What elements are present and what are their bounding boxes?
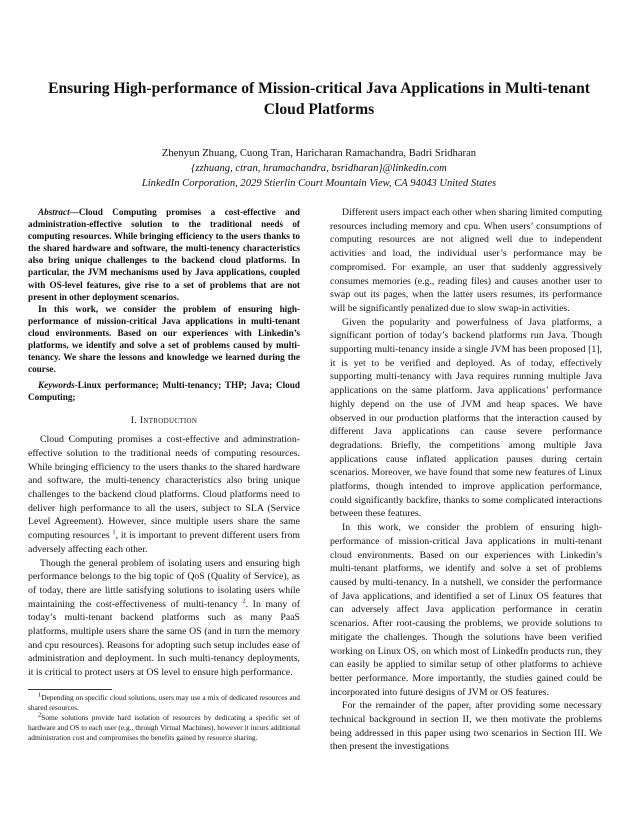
right-paragraph-1: Different users impact each other when sharing limited computing resources including memory and cpu. When users’ consumptions of computing resources are not aligned well due to independent activities and load, the individual user’s performance may be compromised. For example, an user that suddenly aggressively consumes memories (e.g., reading files) and causes another user to swap out its pages, when the latter users resumes, its performance will be significantly penalized due to slow swap-in activities. bbox=[330, 207, 602, 314]
footnotes bbox=[28, 689, 300, 743]
abstract-label: Abstract bbox=[38, 207, 70, 217]
keywords bbox=[28, 379, 300, 403]
intro-p1-text-a: Cloud Computing promises a cost-effective and adminstration-effective solution to the traditional needs of computing resources. While bringing efficiency to the users thanks to the shared hardware and software, the multi-tenency characteristics also bring unique challenges to the backend cloud platforms. Cloud platforms need to deliver high performance to all the users, subject to SLA (Service Level Agreement). However, since multiple users share the same computing resources bbox=[28, 434, 300, 542]
intro-p1-text-b: , it is important to prevent different users from adversely affecting each other. bbox=[28, 530, 300, 555]
intro-p2-text-b: . In many of today’s multi-tenant backend platforms such as many PaaS platforms, multiple users share the same OS (and in turn the memory and cpu resources). Reasons for adopting such setup includes ease of administration and deployment. In such multi-tenancy deployments, it is critical to protect users at OS level to ensure high performance. bbox=[28, 598, 300, 679]
author-names: Zhenyun Zhuang, Cuong Tran, Haricharan Ramachandra, Badri Sridharan bbox=[161, 148, 477, 159]
abstract bbox=[28, 206, 300, 375]
keywords-label: Keywords bbox=[38, 380, 75, 391]
author-affiliation: LinkedIn Corporation, 2029 Stierlin Court Mountain View, CA 94043 United States bbox=[141, 178, 497, 189]
section-number: I. bbox=[130, 414, 138, 426]
abstract-paragraph-2: In this work, we consider the problem of ensuring high-performance of mission-critical Java applications in multi-tenant cloud environments. Based on our experiences with Linkedin’s platforms, we identify and solve a set of problems caused by multi-tenancy. We share the lessons and knowledge we learned during the course. bbox=[28, 303, 300, 375]
abstract-paragraph-1 bbox=[28, 206, 300, 303]
author-block bbox=[40, 146, 598, 191]
right-paragraph-2: Given the popularity and powerfulness of Java platforms, a significant portion of today’s backend platforms run Java. Though supporting multi-tenancy inside a single JVM has been proposed [1], it is yet to be verified and deployed. As of today, effectively supporting multi-tenancy with Java requires running multiple Java applications on the same platform. Java applications’ performance highly depend on the use of JVM and heap spaces. We have observed in our production platforms that the interaction caused by different Java applications can cause severe performance degradations. Briefly, the competitions among multiple Java applications cause inflated application pauses during certain scenarios. Moreover, we have found that some new features of Linux platforms, though intended to improve application performance, could significantly backfire, thanks to some complicated interactions between these features. bbox=[330, 316, 602, 520]
paper-title: Ensuring High-performance of Mission-critical Java Applications in Multi-tenant Cloud Platforms bbox=[48, 80, 590, 118]
footnote-rule bbox=[28, 689, 112, 690]
footnote-2-mark: 2 bbox=[38, 711, 42, 719]
footnote-2-text: Some solutions provide hard isolation of resources by dedicating a specific set of hardware and OS to each user (e.g., through Virtual Machines), however it incurs additional administration cost and compromises the benefits gained by resource sharing. bbox=[28, 713, 300, 742]
right-paragraph-4: For the remainder of the paper, after providing some necessary technical background in section II, we then motivate the problems being addressed in this paper using two scenarios in Section III. We then present the investigations bbox=[330, 700, 602, 753]
section-title: Introduction bbox=[139, 414, 198, 426]
abstract-text-1: —Cloud Computing promises a cost-effective and administration-effective solution to the traditional needs of computing resources. While bringing efficiency to the users thanks to the shared hardware and software, the multi-tenency characteristics also bring unique challenges to the backend cloud platforms. In particular, the JVM mechanisms used by Java applications, coupled with OS-level features, give rise to a set of problems that are not present in other deployment scenarios. bbox=[28, 207, 300, 302]
section-heading-introduction bbox=[28, 414, 300, 428]
footnote-1-text: Depending on specific cloud solutions, users may use a mix of dedicated resources and shared resources. bbox=[28, 693, 300, 712]
intro-paragraph-1 bbox=[28, 433, 300, 556]
right-paragraph-3: In this work, we consider the problem of ensuring high-performance of mission-critical Java applications in multi-tenant cloud environments. Based on our experiences with Linkedin’s multi-tenant platforms, we identify and solve a set of problems caused by multi-tenancy. In a nutshell, we consider the performance of Java applications, and identified a set of Linux OS features that can adversely affect Java application performance in ceratin scenarios. After root-causing the problems, we provide solutions to mitigate the challenges. Though the solutions have been verified working on Linux OS, on which most of LinkedIn products run, they can easily be applied to similar setup of other platforms to achieve better performance. More importantly, the studies gained could be incorporated into future designs of JVM or OS features. bbox=[330, 522, 602, 698]
footnote-2 bbox=[28, 713, 300, 743]
keywords-text: -Linux performance; Multi-tenancy; THP; Java; Cloud Computing; bbox=[28, 380, 300, 403]
introduction-body bbox=[28, 433, 300, 680]
intro-paragraph-2 bbox=[28, 557, 300, 680]
footnote-ref-1[interactable]: 1 bbox=[112, 528, 116, 536]
left-column bbox=[28, 206, 300, 680]
author-emails: {zzhuang, ctran, hramachandra, bsridharan}@linkedin.com bbox=[191, 163, 447, 174]
intro-p2-text-a: Though the general problem of isolating users and ensuring high performance belongs to the big topic of QoS (Quality of Service), as of today, there are little satisfying solutions to isolating users while maintaining the cost-effectiveness of multi-tenancy bbox=[28, 557, 300, 610]
footnote-1-mark: 1 bbox=[38, 691, 42, 699]
footnote-ref-2[interactable]: 2 bbox=[242, 597, 246, 605]
right-column bbox=[330, 206, 602, 754]
footnote-1 bbox=[28, 693, 300, 713]
